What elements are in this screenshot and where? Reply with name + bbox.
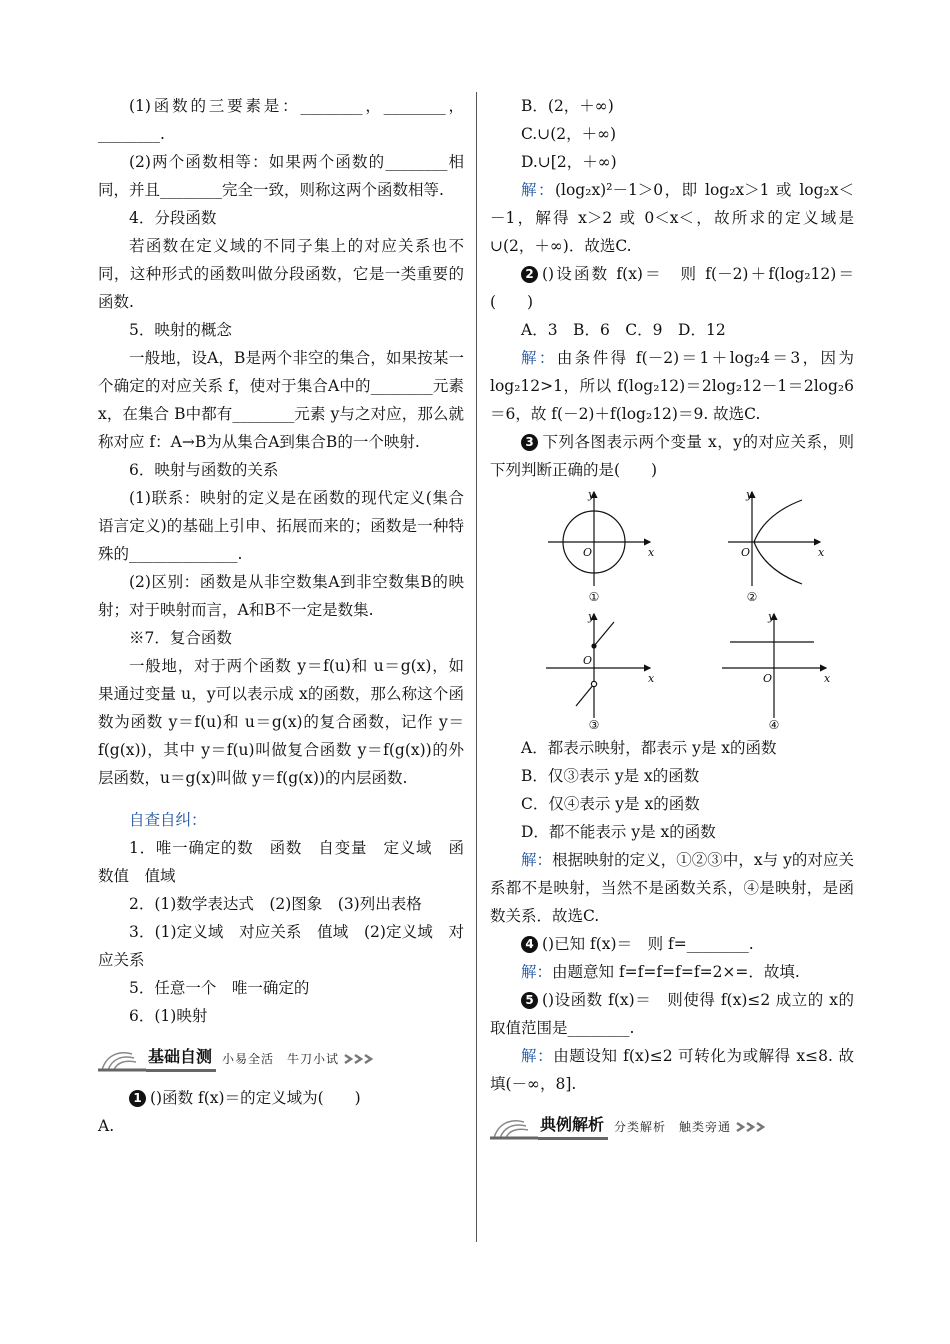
self-check-item: 6．(1)映射 — [129, 1007, 208, 1025]
solution-text: 由条件得 f(－2)＝1＋log₂4＝3，因为 log₂12>1，所以 f(log₂12)＝2log₂12－1＝2log₂6＝6，故 f(－2)＋f(log₂12)＝9. 故选C. — [490, 349, 854, 423]
column-divider — [476, 92, 477, 1242]
section-heading: ※7．复合函数 — [129, 629, 232, 647]
option-a: A．都表示映射，都表示 y是 x的函数 — [521, 739, 777, 757]
axis-label-x: x — [818, 546, 825, 559]
chevrons-icon — [735, 1121, 769, 1133]
graphs-figure — [490, 486, 854, 730]
option-b: B．(2，＋∞) — [521, 97, 614, 115]
chevrons-icon — [343, 1053, 377, 1065]
question-number-badge: 2 — [521, 266, 538, 283]
graph-number: ④ — [768, 718, 780, 730]
origin-label: O — [583, 546, 593, 559]
option-c: C.∪(2，＋∞) — [521, 125, 617, 143]
question-3 — [490, 428, 854, 484]
text-block: (1)函数的三要素是：________，________，________. — [98, 97, 464, 143]
solution-label: 解： — [521, 181, 555, 199]
question-1 — [98, 1084, 464, 1112]
solution-text: 由题意知 f=f=f=f=f=2×=．故填. — [552, 963, 800, 981]
question-number-badge: 3 — [521, 434, 538, 451]
option-a: A. — [98, 1117, 115, 1135]
graph-number: ② — [746, 590, 758, 604]
banner-subtitle: 分类解析 触类旁通 — [614, 1120, 732, 1134]
question-number-badge: 1 — [129, 1090, 146, 1107]
question-text: ()设函数 f(x)＝ 则 f(－2)＋f(log₂12)＝( ) — [490, 265, 854, 311]
question-number-badge: 5 — [521, 992, 538, 1009]
solution-4 — [490, 958, 854, 986]
axis-label-x: x — [648, 672, 655, 685]
self-check-heading: 自查自纠： — [129, 811, 207, 829]
option-d: D．都不能表示 y是 x的函数 — [521, 823, 716, 841]
axis-label-x: x — [824, 672, 831, 685]
lower-ray — [576, 684, 594, 706]
option-b: B．仅③表示 y是 x的函数 — [521, 767, 700, 785]
solution-text: (log₂x)²－1＞0，即 log₂x＞1 或 log₂x＜－1，解得 x＞2 或 0＜x＜，故所求的定义域是∪(2，＋∞)．故选C. — [490, 181, 854, 255]
origin-label: O — [741, 546, 751, 559]
swirl-icon — [490, 1114, 538, 1140]
question-2 — [490, 260, 854, 316]
solution-5 — [490, 1042, 854, 1098]
text-block: (2)两个函数相等：如果两个函数的________相同，并且________完全一致，则称这两个函数相等. — [98, 153, 464, 199]
graph-number: ③ — [588, 718, 600, 730]
open-point — [591, 681, 596, 686]
question-text: ()已知 f(x)＝ 则 f=________. — [542, 935, 754, 953]
solution-label: 解： — [521, 349, 557, 367]
question-text: ()设函数 f(x)＝ 则使得 f(x)≤2 成立的 x的取值范围是________. — [490, 991, 854, 1037]
banner-subtitle: 小易全活 牛刀小试 — [222, 1052, 340, 1066]
origin-label: O — [583, 654, 593, 667]
origin-label: O — [763, 672, 773, 685]
text-block: (2)区别：函数是从非空数集A到非空数集B的映射；对于映射而言，A和B不一定是数集. — [98, 573, 464, 619]
option-d: D.∪[2，＋∞) — [521, 153, 617, 171]
axis-label-x: x — [648, 546, 655, 559]
option-c: C．仅④表示 y是 x的函数 — [521, 795, 700, 813]
solution-label: 解： — [521, 963, 553, 981]
left-column — [98, 92, 464, 1140]
section-banner-basic — [98, 1044, 464, 1074]
axis-label-y: y — [746, 488, 753, 501]
solution-label: 解： — [521, 1047, 554, 1065]
self-check-item: 1．唯一确定的数 函数 自变量 定义域 函数值 值域 — [98, 839, 464, 885]
question-text: 下列各图表示两个变量 x，y的对应关系，则下列判断正确的是( ) — [490, 433, 854, 479]
text-block: 若函数在定义域的不同子集上的对应关系也不同，这种形式的函数叫做分段函数，它是一类重要的函数. — [98, 237, 464, 311]
axis-label-y: y — [588, 610, 595, 623]
solution-text: 根据映射的定义，①②③中，x与 y的对应关系都不是映射，当然不是函数关系，④是映射，是函数关系．故选C. — [490, 851, 854, 925]
swirl-icon — [98, 1046, 146, 1072]
section-banner-examples — [490, 1112, 854, 1142]
section-heading: 5．映射的概念 — [129, 321, 232, 339]
question-4 — [490, 930, 854, 958]
section-heading: 6．映射与函数的关系 — [129, 461, 279, 479]
text-block: 一般地，设A，B是两个非空的集合，如果按某一个确定的对应关系 f，使对于集合A中的________元素 x，在集合 B中都有________元素 y与之对应，那么就称对应 f：A→B为从集合A到集合B的一个映射. — [98, 349, 464, 451]
solution-1 — [490, 176, 854, 260]
right-column — [490, 92, 854, 1152]
graph-number: ① — [588, 590, 600, 604]
question-number-badge: 4 — [521, 936, 538, 953]
text-block: 一般地，对于两个函数 y＝f(u)和 u＝g(x)，如果通过变量 u，y可以表示成 x的函数，那么称这个函数为函数 y＝f(u)和 u＝g(x)的复合函数，记作 y＝f(g(x))，其中 y＝f(u)叫做复合函数 y＝f(g(x))的外层函数，u＝g(x)叫做 y＝f(g(x))的内层函数. — [98, 657, 464, 787]
question-5 — [490, 986, 854, 1042]
self-check-item: 3．(1)定义域 对应关系 值域 (2)定义域 对应关系 — [98, 923, 464, 969]
section-heading: 4．分段函数 — [129, 209, 217, 227]
solution-2 — [490, 344, 854, 428]
relation-graphs — [490, 486, 854, 730]
question-text: ()函数 f(x)＝的定义域为( ) — [150, 1089, 361, 1107]
question-options: A．3 B．6 C．9 D．12 — [521, 321, 726, 339]
solution-3 — [490, 846, 854, 930]
self-check-item: 5．任意一个 唯一确定的 — [129, 979, 310, 997]
solution-text: 由题设知 f(x)≤2 可转化为或解得 x≤8. 故填(－∞，8]. — [490, 1047, 854, 1093]
banner-title: 基础自测 — [146, 1046, 216, 1072]
upper-ray — [594, 622, 614, 646]
closed-point — [591, 643, 596, 648]
solution-label: 解： — [521, 851, 553, 869]
self-check-item: 2．(1)数学表达式 (2)图象 (3)列出表格 — [129, 895, 422, 913]
axis-label-y: y — [768, 610, 775, 623]
banner-title: 典例解析 — [538, 1114, 608, 1140]
axis-label-y: y — [588, 488, 595, 501]
text-block: (1)联系：映射的定义是在函数的现代定义(集合语言定义)的基础上引申、拓展而来的；函数是一种特殊的______________. — [98, 489, 464, 563]
